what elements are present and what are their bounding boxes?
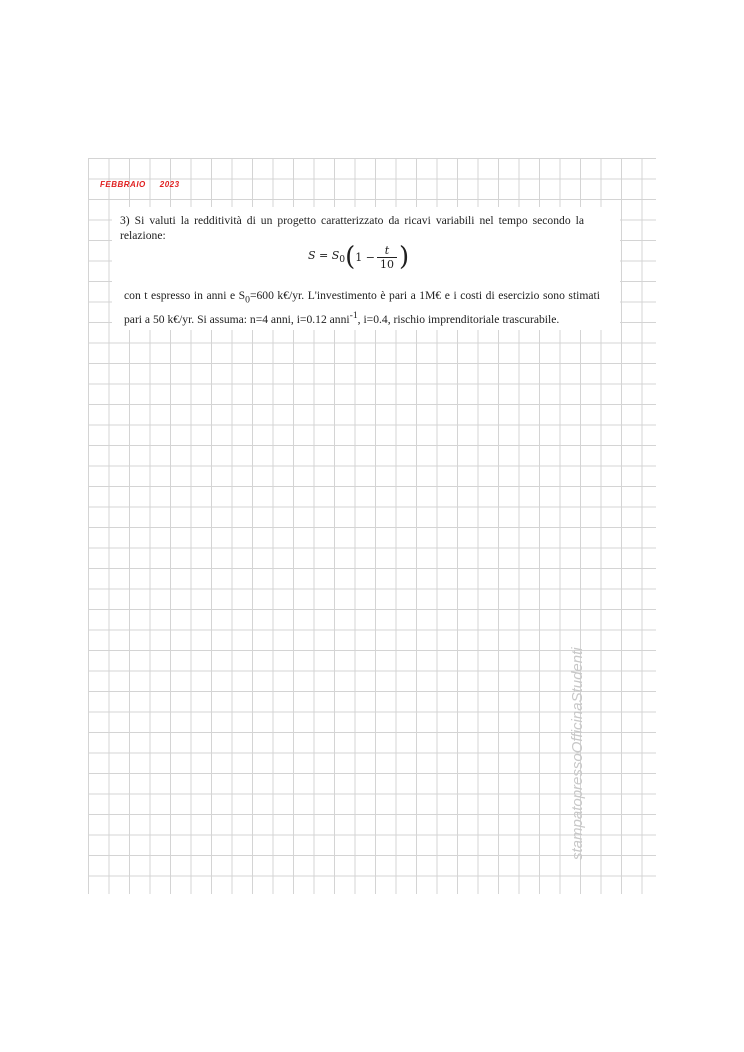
date-year: 2023 <box>159 180 180 189</box>
handwritten-date <box>100 180 180 189</box>
formula <box>308 240 409 274</box>
formula-fraction <box>377 244 397 271</box>
date-month: FEBBRAIO <box>100 180 146 189</box>
problem-intro: 3) Si valuti la redditività di un progetto caratterizzato da ricavi variabili nel tempo secondo la relazione: <box>120 214 584 242</box>
watermark: stampatopressoOfficinaStudenti <box>569 647 586 860</box>
close-paren: ) <box>398 242 410 272</box>
fraction-denominator: 10 <box>377 257 397 271</box>
problem-body: con t espresso in anni e $S_0=600$ k€/yr. L'investimento è pari a 1M€ e i costi di esercizio sono stimati pari a 50 k€/yr. Si assuma: n=4 anni, i=0.12 anni$^{-1}$, i=0.4, rischio imprenditoriale trascurabile. <box>124 289 600 327</box>
open-paren: ( <box>345 242 356 272</box>
fraction-numerator: t <box>384 243 390 257</box>
formula-one-minus: 1 − <box>355 250 375 264</box>
formula-lhs: $S = S_0$ <box>308 248 346 266</box>
